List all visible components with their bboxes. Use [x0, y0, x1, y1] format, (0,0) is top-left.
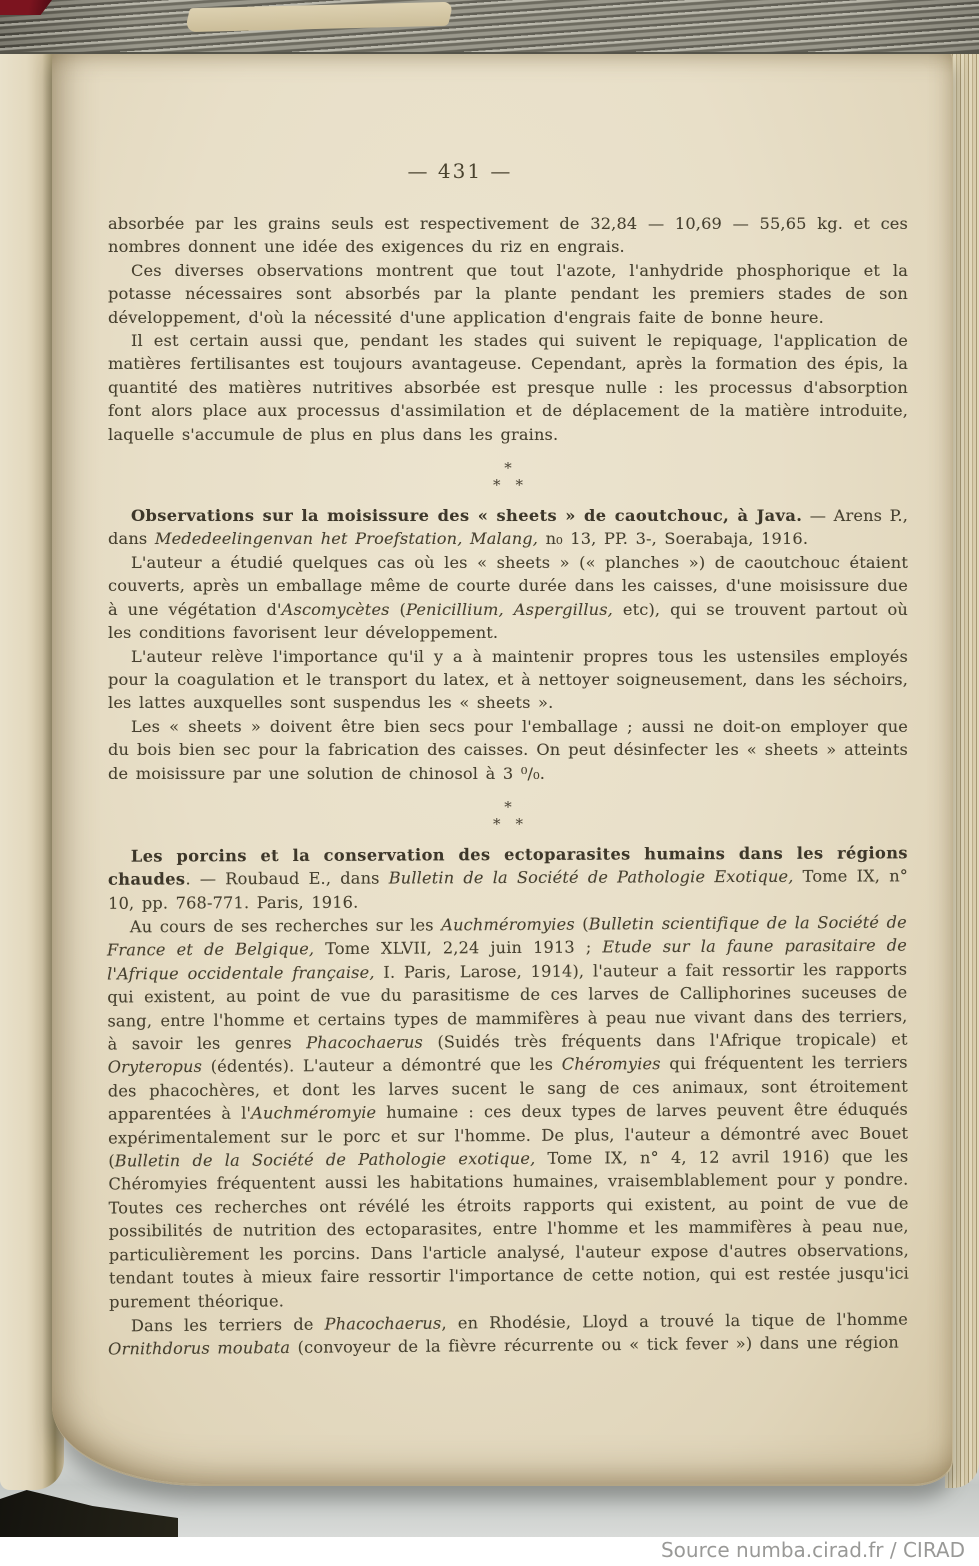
asterism-divider: * * * [493, 797, 523, 833]
paragraph: Dans les terriers de Phacochaerus, en Rhodésie, Lloyd a trouvé la tique de l'homme Ornithdorus moubata (convoyeur de la fièvre récurrente ou « tick fever ») dans une région [108, 1309, 908, 1359]
asterism-divider: * * * [493, 459, 523, 495]
paragraph: Au cours de ses recherches sur les Auchméromyies (Bulletin scientifique de la Société de France et de Belgique, Tome XLVII, 2,24 juin 1913 ; Etude sur la faune parasitaire de l'Afrique occidentale française, I. Paris, Larose, 1914), l'auteur a fait ressortir les rapports qui existent, au point de vue du parasitisme de ces larves de Calliphorines suceuses de sang, entre l'homme et certains types de mammifères à peau nue vivant dans des terriers, à savoir les genres Phacochaerus (Suidés très fréquents dans l'Afrique tropicale) et Oryteropus (édentés). L'auteur a démontré que les Chéromyies qui fréquentent les terriers des phacochères, et dont les larves sucent le sang de ces animaux, sont étroitement apparentées à l'Auchméromyie humaine : ces deux types de larves peuvent être éduqués expérimentalement sur le porc et sur l'homme. De plus, l'auteur a démontré avec Bouet (Bulletin de la Société de Pathologie exotique, Tome IX, n° 4, 12 avril 1916) que les Chéromyies fréquentent aussi les habitations humaines, vraisemblablement pour y pondre. Toutes ces recherches ont révélé les étroits rapports qui existent, au point de vue de possibilités de nutrition des ectoparasites, entre l'homme et les mammifères à peau nue, particulièrement les porcins. Dans l'article analysé, l'auteur expose d'autres observations, tendant toutes à mieux faire ressortir l'importance de cette notion, qui est restée jusqu'ici purement théorique. [106, 912, 910, 1312]
paragraph: absorbée par les grains seuls est respectivement de 32,84 — 10,69 — 55,65 kg. et ces nombres donnent une idée des exigences du riz en engrais. [108, 214, 908, 257]
section-heading-paragraph: Observations sur la moisissure des « sheets » de caoutchouc, à Java. — Arens P., dans Mededeelingenvan het Proefstation, Malang, n₀ 13, PP. 3-, Soerabaja, 1916. [108, 506, 908, 549]
paragraph: Il est certain aussi que, pendant les stades qui suivent le repiquage, l'application de matières fertilisantes est toujours avantageuse. Cependant, après la formation des épis, la quantité des matières nutritives absorbée est presque nulle : les processus d'absorption font alors place aux processus d'assimilation et de déplacement de la matière introduite, laquelle s'accumule de plus en plus dans les grains. [108, 331, 908, 444]
page-text [108, 158, 908, 1358]
paragraph: L'auteur a étudié quelques cas où les « sheets » (« planches ») de caoutchouc étaient couverts, après un emballage même de courte durée dans les caisses, d'une moisissure due à une végétation d'Ascomycètes (Penicillium, Aspergillus, etc), qui se trouvent partout où les conditions favorisent leur développement. [108, 552, 908, 643]
book-top-page-edges [0, 0, 979, 54]
paragraph: Ces diverses observations montrent que tout l'azote, l'anhydride phosphorique et la potasse nécessaires sont absorbés par la plante pendant les premiers stades de son développement, d'où la nécessité d'une application d'engrais faite de bonne heure. [108, 260, 908, 327]
paragraph: Les « sheets » doivent être bien secs pour l'emballage ; aussi ne doit-on employer que du bois bien sec pour la fabrication des caisses. On peut désinfecter les « sheets » atteints de moisissure par une solution de chinosol à 3 ⁰/₀. [108, 716, 908, 783]
section-heading-paragraph: Les porcins et la conservation des ectoparasites humains dans les régions chaudes. — Roubaud E., dans Bulletin de la Société de Pathologie Exotique, Tome IX, n° 10, pp. 768-771. Paris, 1916. [107, 843, 909, 913]
page-number: — 431 — [407, 159, 513, 183]
paragraph: L'auteur relève l'importance qu'il y a à maintenir propres tous les ustensiles employés pour la coagulation et le transport du latex, et à nettoyer soigneusement, dans les séchoirs, les lattes auxquelles sont suspendus les « sheets ». [108, 646, 908, 713]
source-watermark: Source numba.cirad.fr / CIRAD [660, 1538, 965, 1562]
